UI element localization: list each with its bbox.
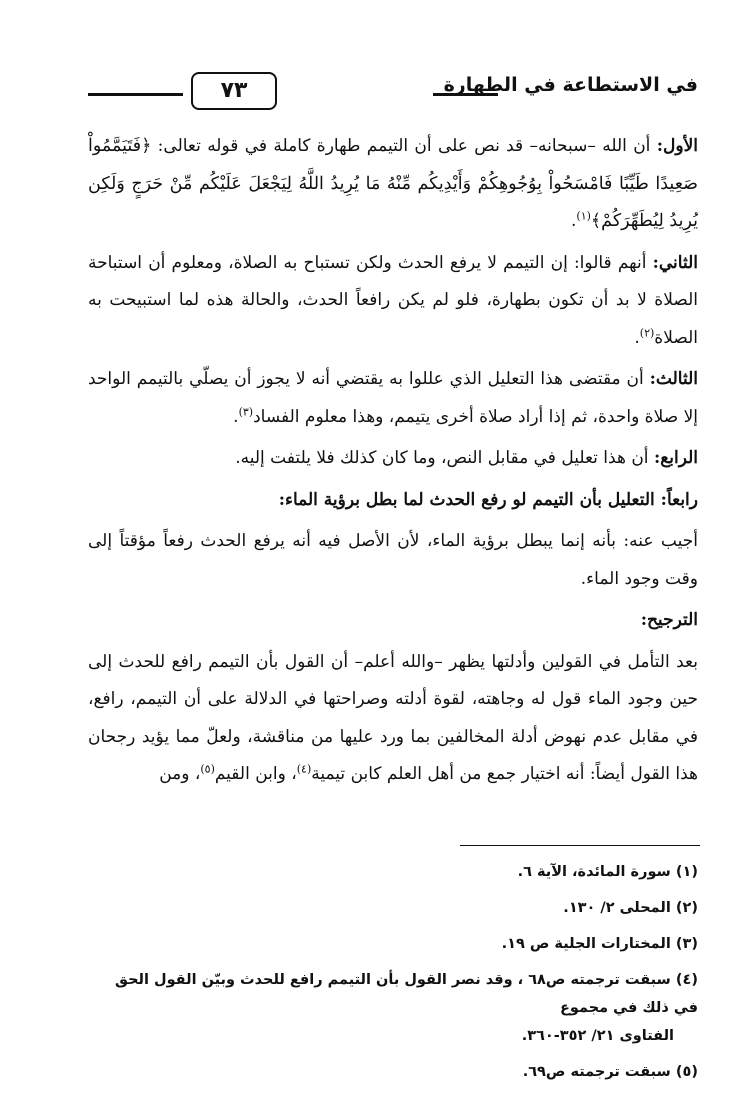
header-rule-left — [88, 93, 183, 96]
section-heading: رابعاً: التعليل بأن التيمم لو رفع الحدث لما بطل برؤية الماء: — [278, 489, 698, 510]
paragraph-lead: الرابع: — [653, 448, 698, 468]
paragraph-lead: الثاني: — [652, 252, 698, 273]
footnote: (٤) سبقت ترجمته ص٦٨ ، وقد نصر القول بأن التيمم رافع للحدث وبيّن القول الحق في ذلك في مجموع — [115, 972, 698, 1016]
paragraph-text: أنهم قالوا: إن التيمم لا يرفع الحدث ولكن تستباح به الصلاة، ومعلوم أن استباحة الصلاة لا بد أن تكون بطهارة، فلو لم يكن رافعاً الحدث، والحالة هذه لما استبيحت به الصلاة — [88, 252, 698, 348]
quran-verse: ﴿فَتَيَمَّمُواْ صَعِيدًا طَيِّبًا فَامْسَحُواْ بِوُجُوهِكُمْ وَأَيْدِيكُم مِّنْهُ مَا يُرِيدُ اللَّهُ لِيَجْعَلَ عَلَيْكُم مِّنْ حَرَجٍ وَلَكِن يُرِيدُ لِيُطَهِّرَكُمْ﴾ — [88, 136, 698, 231]
header-rule-right — [433, 93, 498, 96]
header-title: في الاستطاعة في الطهارة — [443, 74, 698, 96]
body-text — [88, 128, 698, 798]
footnote: (٣) المختارات الجلية ص ١٩. — [501, 936, 698, 952]
footnote: (١) سورة المائدة، الآية ٦. — [517, 864, 698, 880]
paragraph-conclusion — [88, 644, 698, 794]
footnote-marker: (٤) — [296, 762, 312, 776]
paragraph-text: أن هذا تعليل في مقابل النص، وما كان كذلك فلا يلتفت إليه. — [235, 448, 654, 468]
section-heading-tarjih: الترجيح: — [640, 610, 698, 630]
paragraph-first: الأول: أن الله –سبحانه– قد نص على أن التيمم طهارة كاملة في قوله تعالى: ﴿فَتَيَمَّمُواْ صَعِيدًا طَيِّبًا فَامْسَحُواْ بِوُجُوهِكُمْ وَأَيْدِيكُم مِّنْهُ مَا يُرِيدُ اللَّهُ لِيَجْعَلَ عَلَيْكُم مِّنْ حَرَجٍ وَلَكِن يُرِيدُ لِيُطَهِّرَكُمْ﴾$^{(١)}$. — [88, 136, 699, 231]
paragraph-text: أن الله –سبحانه– قد نص على أن التيمم طهارة كاملة في قوله تعالى: — [157, 136, 657, 156]
footnote-continuation: الفتاوى ٢١/ ٣٥٢-٣٦٠. — [521, 1028, 674, 1044]
paragraph-third: الثالث: أن مقتضى هذا التعليل الذي عللوا به يقتضي أنه لا يجوز أن يصلّي بالتيمم الواحد إلا صلاة واحدة، ثم إذا أراد صلاة أخرى يتيمم، وهذا معلوم الفساد$^{(٣)}$. — [88, 369, 698, 427]
paragraph-second: الثاني: أنهم قالوا: إن التيمم لا يرفع الحدث ولكن تستباح به الصلاة، ومعلوم أن استباحة الصلاة لا بد أن تكون بطهارة، فلو لم يكن رافعاً الحدث، والحالة هذه لما استبيحت به الصلاة$^{(٢)}$. — [88, 252, 698, 348]
footnote-marker: (١) — [576, 209, 591, 223]
paragraph-text: ، ومن — [159, 764, 201, 784]
paragraph-text: ، وابن القيم — [214, 764, 297, 784]
paragraph-fourth — [88, 440, 698, 478]
footnote: (٢) المحلى ٢/ ١٣٠. — [563, 900, 698, 916]
paragraph-lead: الأول: — [656, 136, 699, 156]
footnote: (٥) سبقت ترجمته ص٦٩. — [522, 1064, 698, 1080]
running-header — [88, 70, 698, 110]
paragraph-answer: أجيب عنه: بأنه إنما يبطل برؤية الماء، لأن الأصل فيه أنه يرفع الحدث رفعاً مؤقتاً إلى وقت وجود الماء. — [88, 531, 698, 589]
paragraph-text: بعد التأمل في القولين وأدلتها يظهر –والله أعلم– أن القول بأن التيمم رافع للحدث إلى حين وجود الماء قول له وجاهته، لقوة أدلته وصراحتها في الدلالة على أن التيمم، رافع، في مقابل عدم نهوض أدلة المخالفين بما ورد عليها من مناقشة، ولعلّ مما يؤيد رجحان هذا القول أيضاً: أنه اختيار جمع من أهل العلم كابن تيمية — [88, 651, 698, 784]
paragraph-lead: الثالث: — [649, 369, 698, 389]
footnote-marker: (٥) — [200, 762, 215, 776]
footnote-marker: (٣) — [238, 404, 254, 418]
footnote-separator — [460, 845, 700, 846]
footnote-marker: (٢) — [639, 325, 655, 339]
footnotes — [88, 858, 698, 1094]
page-number: ٧٣ — [191, 72, 277, 110]
paragraph-text: أن مقتضى هذا التعليل الذي عللوا به يقتضي أنه لا يجوز أن يصلّي بالتيمم الواحد إلا صلاة واحدة، ثم إذا أراد صلاة أخرى يتيمم، وهذا معلوم الفساد — [88, 369, 698, 427]
